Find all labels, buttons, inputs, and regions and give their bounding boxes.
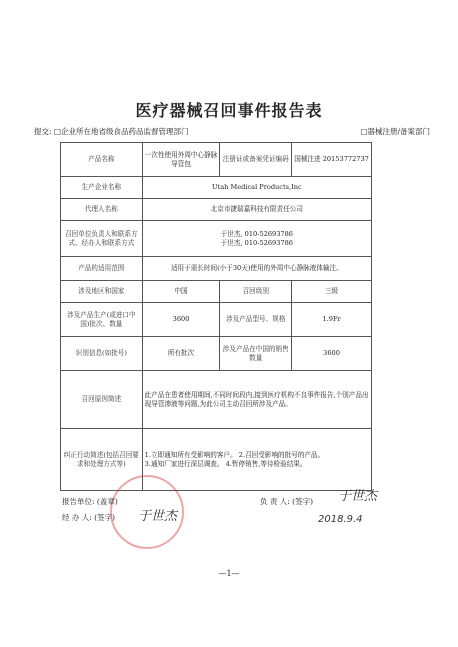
reason: 此产品在患者使用期间,不同时间段内,接到医疗机构不良事件报告,个别产品出现导管渗液等问题,为此公司主动召回所涉及产品。: [142, 371, 371, 429]
contact-cell: [142, 221, 371, 257]
batch-label: 识别信息(如批号): [61, 337, 143, 371]
submit-label: 提交:: [34, 127, 52, 136]
submit-option-province: □企业所在地省级食品药品监督管理部门: [53, 127, 189, 136]
table-row: [61, 371, 372, 429]
product-name-label: 产品名称: [61, 143, 143, 177]
level-label: 召回级别: [220, 281, 292, 303]
table-row: [61, 303, 372, 337]
report-table: [60, 142, 372, 491]
sales-label: 涉及产品在中国的销售数量: [220, 337, 292, 371]
table-row: [61, 429, 372, 491]
table-row: [61, 281, 372, 303]
agent: 北京市捷瑞嘉科技有限责任公司: [142, 199, 371, 221]
table-row: [61, 177, 372, 199]
handler-label: 经 办 人: (签字): [62, 513, 116, 522]
handler-signature: 于世杰: [138, 509, 178, 524]
table-row: [61, 221, 372, 257]
action-2: 3.通知厂家进行深层调查。 4.暂停销售,等待检验结果。: [144, 459, 307, 468]
maker-label: 生产企业名称: [61, 177, 143, 199]
table-row: [61, 257, 372, 281]
agent-label: 代理人名称: [61, 199, 143, 221]
table-row: [61, 143, 372, 177]
submit-line: [34, 126, 430, 137]
qty-label: 涉及产品生产(或进口中国)批次、数量: [61, 303, 143, 337]
region: 中国: [142, 281, 220, 303]
sales: 3600: [292, 337, 372, 371]
page-title: 医疗器械召回事件报告表: [135, 101, 323, 120]
qty: 3600: [142, 303, 220, 337]
model-label: 涉及产品型号、规格: [220, 303, 292, 337]
product-name: 一次性使用外周中心静脉导管包: [142, 143, 220, 177]
scope-label: 产品的适用范围: [61, 257, 143, 281]
region-label: 涉及地区和国家: [61, 281, 143, 303]
responsible-label: 负 责 人: (签字): [260, 497, 314, 506]
model: 1.9Fr: [292, 303, 372, 337]
submit-left: [34, 126, 189, 137]
submit-option-registry: □器械注册/备案部门: [360, 127, 430, 136]
batch: 所有批次: [142, 337, 220, 371]
scope: 适用于需长时间(小于30天)使用的外周中心静脉液体输注。: [142, 257, 371, 281]
contact-1: 于世杰, 010-52693786: [220, 229, 294, 238]
action-label: 纠正行动简述(包括召回要求和处理方式等): [61, 429, 143, 491]
table-row: [61, 199, 372, 221]
contact-2: 于世杰, 010-52693786: [220, 238, 294, 247]
report-date: 2018.9.4: [318, 514, 363, 525]
responsible-signature: 于世杰: [338, 489, 378, 504]
action-1: 1.立即通知所有受影响的客户。 2.召回受影响的批号的产品。: [144, 450, 325, 459]
contact-label: 召回单位负责人和联系方式、经办人和联系方式: [61, 221, 143, 257]
maker: Utah Medical Products,Inc: [142, 177, 371, 199]
reg-value: 国械注进 20153772737: [292, 143, 372, 177]
reason-label: 召回原因简述: [61, 371, 143, 429]
table-row: [61, 337, 372, 371]
action-cell: [142, 429, 371, 491]
reg-label: 注册证或备案凭证编码: [220, 143, 292, 177]
report-unit-label: 报告单位: (盖章): [62, 497, 118, 506]
level: 三级: [292, 281, 372, 303]
page-number: —1—: [218, 569, 240, 578]
